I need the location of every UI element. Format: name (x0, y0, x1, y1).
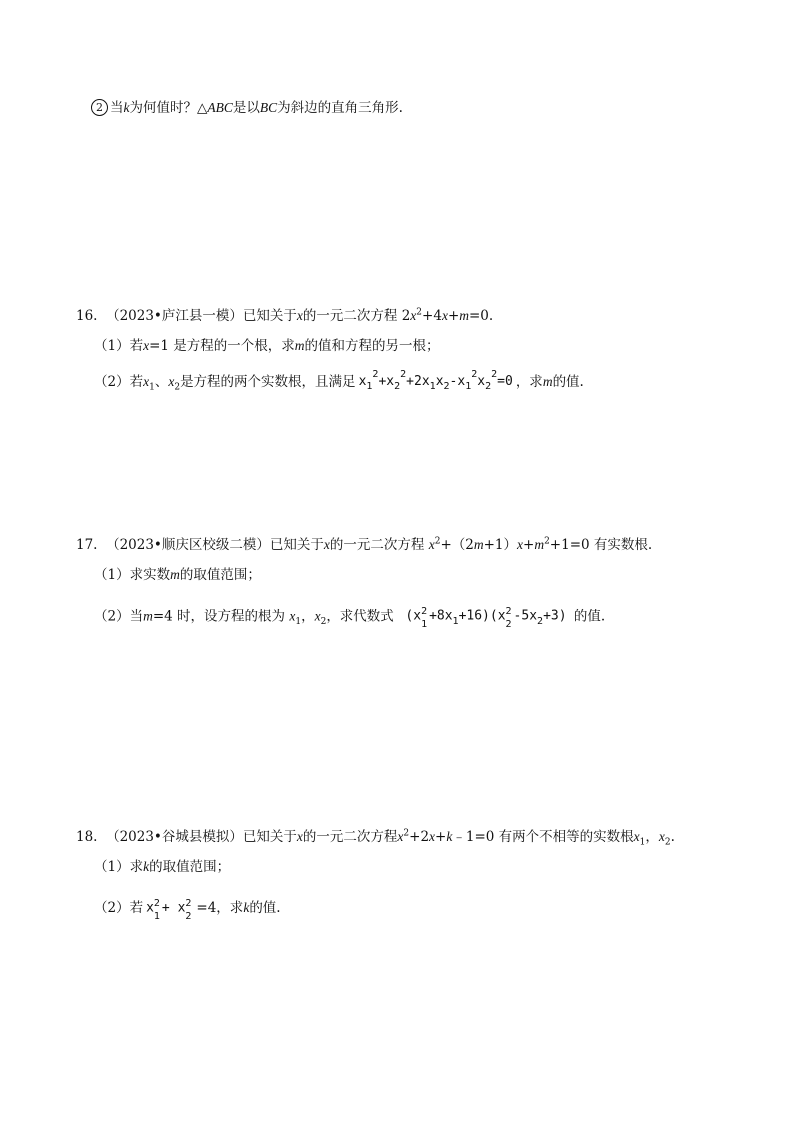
subscript: 2 (664, 837, 671, 848)
circled-number: 2 (91, 99, 108, 116)
var-m: m (143, 608, 153, 624)
text: +4 (422, 308, 442, 324)
text: . (670, 829, 675, 845)
text: =4，求 (196, 900, 244, 916)
text: 为斜边的直角三角形. (277, 100, 403, 116)
var-x1: x (289, 608, 296, 624)
formula-image-3: x 2 1 + x 2 2 (146, 898, 192, 923)
subscript: 2 (174, 382, 181, 393)
var-x2: x (314, 608, 321, 624)
text: 已知关于 (242, 308, 297, 324)
superscript: 2 (544, 536, 550, 547)
q17-part1 (94, 565, 261, 585)
var-m: m (534, 537, 545, 552)
subscript: 1 (639, 837, 646, 848)
var-x: x (143, 338, 150, 353)
text: （2）当 (94, 608, 144, 625)
text: 已知关于 (242, 829, 297, 845)
var-x: x (397, 829, 404, 844)
var-m: m (459, 308, 469, 323)
q18-part1 (94, 857, 230, 877)
question-number: 18. (76, 829, 98, 845)
text: 的值和方程的另一根； (304, 338, 440, 354)
subscript: 2 (320, 616, 327, 627)
var-x1: x (143, 374, 150, 389)
var-k: k (243, 900, 250, 915)
q16-part1 (94, 336, 440, 356)
text: ， (645, 829, 659, 845)
var-m: m (542, 374, 553, 389)
text: （2）若 (94, 374, 144, 390)
var-abc: ABC (207, 100, 233, 115)
subscript: 1 (295, 616, 302, 627)
text: （1）求 (94, 859, 144, 875)
text: 为何值时？△ (129, 100, 208, 116)
text: 当 (110, 100, 124, 116)
text: 是以 (232, 100, 260, 116)
q18-stem (76, 827, 675, 847)
superscript: 2 (434, 536, 441, 547)
formula-image-2: (x 2 1 $+8x_1+16)(x$ 2 2 $-5x_2+3$) (405, 606, 567, 630)
formula-image-1: $x_1^2+x_2^2+2x_1x_2-x_1^2x_2^2=0$ (358, 369, 513, 392)
q16-part2 (94, 369, 584, 393)
text: 的取值范围； (179, 567, 261, 583)
var-bc: BC (259, 100, 278, 115)
text: + (435, 829, 447, 845)
text: （1）若 (94, 338, 144, 354)
question-source: （2023•顺庆区校级二模） (106, 537, 270, 553)
text: 的一元二次方程 (302, 829, 398, 845)
text: 的一元二次方程 (329, 537, 425, 553)
text: +1） (483, 537, 517, 553)
var-k: k (143, 859, 150, 874)
text: 、 (154, 374, 169, 390)
var-x: x (296, 829, 303, 844)
text: =1 是方程的一个根，求 (149, 338, 295, 354)
var-m: m (473, 537, 484, 552)
question-number: 16. (76, 308, 98, 324)
text: 是方程的两个实数根，且满足 (180, 374, 356, 390)
text: ，求 (515, 374, 543, 390)
var-x: x (428, 537, 435, 552)
var-x: x (517, 537, 523, 552)
var-m: m (294, 338, 305, 353)
var-k: k (123, 100, 130, 115)
text: ，求代数式 (326, 608, 394, 625)
var-x: x (410, 308, 417, 323)
text: 的值. (249, 900, 281, 916)
var-x: x (441, 308, 448, 323)
text: =0. (469, 308, 494, 324)
text: （1）求实数 (94, 567, 171, 583)
var-x: x (429, 829, 436, 844)
question-number: 17. (76, 537, 98, 553)
q16-stem: 16. （2023•庐江县一模）已知关于x的一元二次方程 $2x^2+4x+m=0$. (76, 307, 494, 324)
text: 已知关于 (269, 537, 324, 553)
q18-part2 (94, 898, 281, 923)
var-k: k (446, 829, 453, 844)
q17-part2 (94, 606, 605, 628)
var-m: m (170, 567, 180, 582)
var-x2: x (658, 829, 665, 844)
text: 的值. (573, 608, 606, 625)
var-x2: x (168, 374, 175, 389)
var-x1: x (633, 829, 640, 844)
q15-part2 (91, 98, 403, 118)
subscript: 1 (149, 382, 155, 393)
text: 的一元二次方程 2 (302, 308, 411, 324)
text: + (523, 537, 535, 553)
text: （2）若 (94, 900, 144, 916)
q17-stem (76, 535, 652, 555)
text: +（2 (440, 537, 474, 553)
text: ﹣1=0 有两个不相等的实数根 (452, 829, 634, 845)
text: 的值. (552, 374, 584, 390)
superscript: 2 (416, 307, 423, 318)
text: 的取值范围； (149, 859, 231, 875)
text: ， (301, 608, 315, 625)
question-source: （2023•庐江县一模） (106, 308, 243, 324)
var-x: x (296, 308, 303, 323)
question-source: （2023•谷城县模拟） (106, 829, 243, 845)
text: +1=0 有实数根. (549, 537, 653, 553)
text: =4 时，设方程的根为 (152, 608, 286, 625)
text: +2 (409, 829, 430, 845)
var-x: x (323, 537, 330, 552)
superscript: 2 (403, 828, 410, 839)
